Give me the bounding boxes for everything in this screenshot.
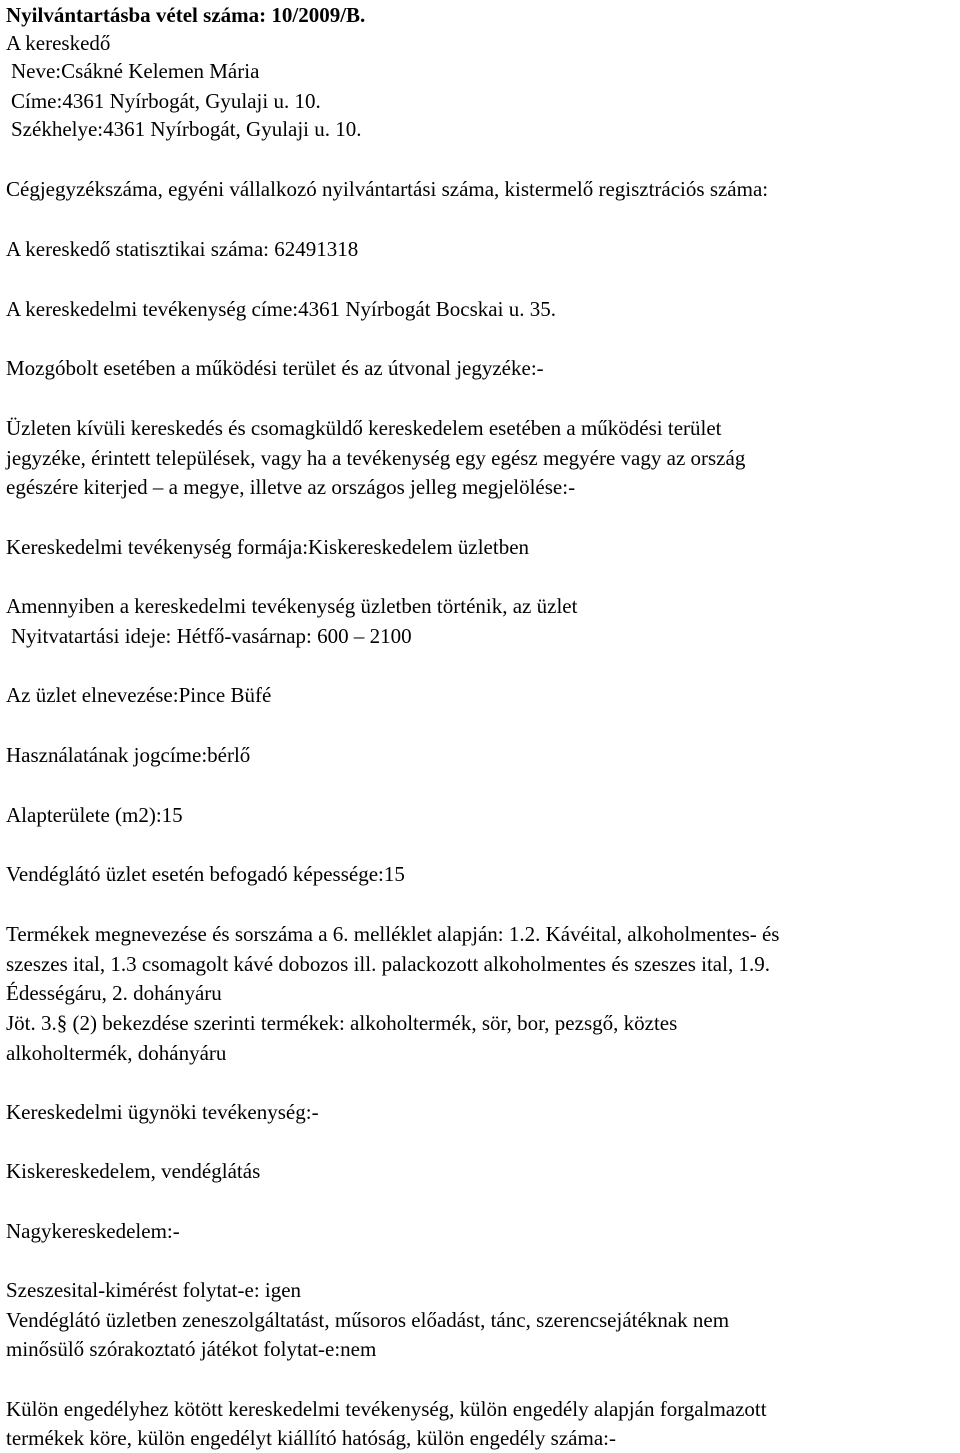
- registry-number-field: Cégjegyzékszáma, egyéni vállalkozó nyilvántartási száma, kistermelő regisztrációs száma:: [6, 177, 769, 201]
- statistical-number-field: A kereskedő statisztikai száma: 62491318: [6, 237, 359, 261]
- products-line: Jöt. 3.§ (2) bekezdése szerinti termékek: alkoholtermék, sör, bor, pezsgő, köztes: [6, 1011, 678, 1035]
- outside-shop-line: Üzleten kívüli kereskedés és csomagküldő kereskedelem esetében a működési terület: [6, 416, 722, 440]
- alcohol-service-field: Szeszesital-kimérést folytat-e: igen: [6, 1278, 302, 1302]
- special-permit-line: termékek köre, külön engedélyt kiállító hatóság, külön engedély száma:-: [6, 1426, 616, 1450]
- activity-form-field: Kereskedelmi tevékenység formája:Kiskereskedelem üzletben: [6, 535, 530, 559]
- products-line: Termékek megnevezése és sorszáma a 6. melléklet alapján: 1.2. Kávéital, alkoholmentes- és: [6, 922, 780, 946]
- merchant-seat: Székhelye:4361 Nyírbogát, Gyulaji u. 10.: [11, 117, 362, 141]
- merchant-label: A kereskedő: [6, 31, 111, 55]
- if-in-shop-field: Amennyiben a kereskedelmi tevékenység üzletben történik, az üzlet: [6, 594, 578, 618]
- outside-shop-line: egészére kiterjed – a megye, illetve az országos jelleg megjelölése:-: [6, 475, 576, 499]
- entertainment-line: minősülő szórakoztató játékot folytat-e:nem: [6, 1337, 377, 1361]
- outside-shop-line: jegyzéke, érintett települések, vagy ha a tevékenység egy egész megyére vagy az ország: [6, 446, 746, 470]
- retail-catering-field: Kiskereskedelem, vendéglátás: [6, 1159, 261, 1183]
- shop-name-field: Az üzlet elnevezése:Pince Büfé: [6, 683, 272, 707]
- floor-area-field: Alapterülete (m2):15: [6, 803, 183, 827]
- capacity-field: Vendéglátó üzlet esetén befogadó képessége:15: [6, 862, 405, 886]
- opening-hours-field: Nyitvatartási ideje: Hétfő-vasárnap: 600 – 2100: [11, 624, 412, 648]
- entertainment-line: Vendéglátó üzletben zeneszolgáltatást, műsoros előadást, tánc, szerencsejátéknak nem: [6, 1308, 730, 1332]
- special-permit-line: Külön engedélyhez kötött kereskedelmi tevékenység, külön engedély alapján forgalmazott: [6, 1397, 767, 1421]
- registration-number-title: Nyilvántartásba vétel száma: 10/2009/B.: [6, 3, 366, 27]
- merchant-name: Neve:Csákné Kelemen Mária: [11, 59, 260, 83]
- mobile-shop-field: Mozgóbolt esetében a működési terület és az útvonal jegyzéke:-: [6, 356, 544, 380]
- activity-address-field: A kereskedelmi tevékenység címe:4361 Nyírbogát Bocskai u. 35.: [6, 297, 556, 321]
- products-line: alkoholtermék, dohányáru: [6, 1041, 227, 1065]
- products-line: Édességáru, 2. dohányáru: [6, 981, 222, 1005]
- merchant-address: Címe:4361 Nyírbogát, Gyulaji u. 10.: [11, 89, 321, 113]
- products-line: szeszes ital, 1.3 csomagolt kávé dobozos ill. palackozott alkoholmentes és szeszes ital, 1.9.: [6, 952, 770, 976]
- usage-title-field: Használatának jogcíme:bérlő: [6, 743, 251, 767]
- wholesale-field: Nagykereskedelem:-: [6, 1219, 180, 1243]
- agent-activity-field: Kereskedelmi ügynöki tevékenység:-: [6, 1100, 319, 1124]
